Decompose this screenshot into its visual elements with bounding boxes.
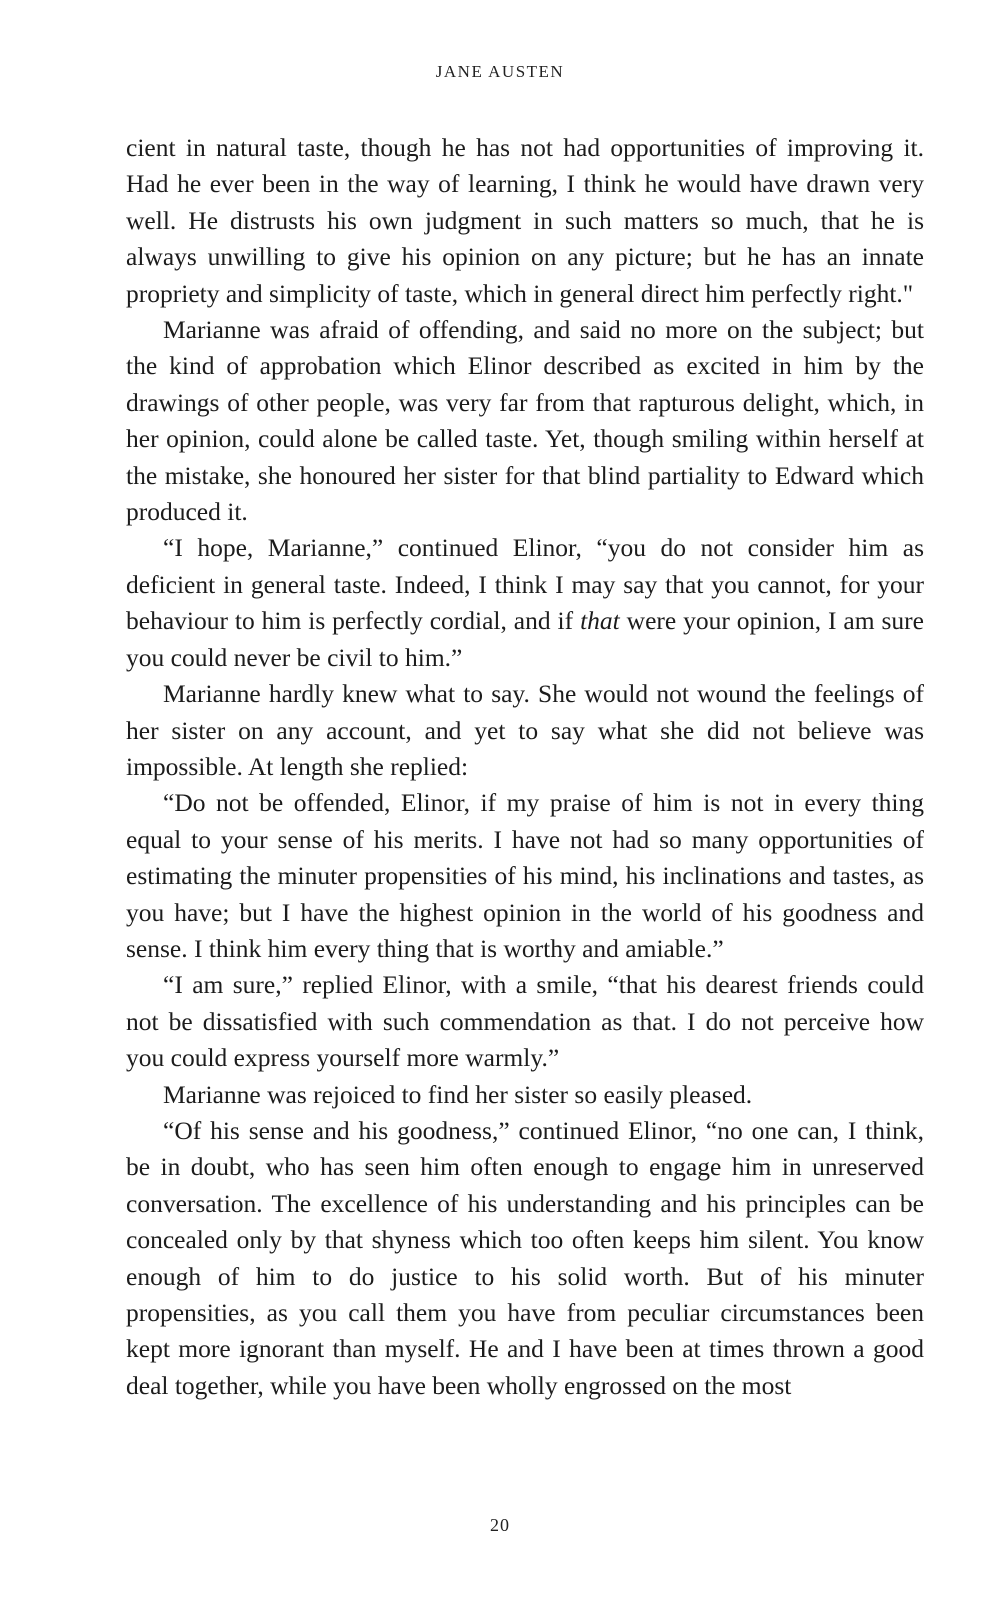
- paragraph-text: “I hope, Marianne,” continued Elinor, “you do not consider him as deficient in general taste. Indeed, I think I may say that you cannot, for your behaviour to him is perfectly cordial, and if: [126, 533, 924, 636]
- paragraph-with-emphasis: [126, 530, 924, 676]
- paragraph: “Of his sense and his goodness,” continued Elinor, “no one can, I think, be in doubt, who has seen him often enough to engage him in unreserved conversation. The excellence of his understanding and his principles can be concealed only by that shyness which too often keeps him silent. You know enough of him to do justice to his solid worth. But of his minuter propensities, as you call them you have from peculiar circumstances been kept more ignorant than myself. He and I have been at times thrown a good deal together, while you have been wholly engrossed on the most: [126, 1115, 924, 1400]
- paragraph: Marianne was rejoiced to find her sister so easily pleased.: [163, 1079, 753, 1109]
- paragraph: Marianne was afraid of offending, and said no more on the subject; but the kind of approbation which Elinor described as excited in him by the drawings of other people, was very far from that rapturous delight, which, in her opinion, could alone be called taste. Yet, though smiling within herself at the mistake, she honoured her sister for that blind partiality to Edward which produced it.: [126, 315, 924, 527]
- paragraph: “Do not be offended, Elinor, if my praise of him is not in every thing equal to your sense of his merits. I have not had so many opportunities of estimating the minuter propensities of his mind, his inclinations and tastes, as you have; but I have the highest opinion in the world of his goodness and sense. I think him every thing that is worthy and amiable.”: [126, 788, 924, 963]
- page-number: 20: [490, 1515, 510, 1535]
- paragraph: “I am sure,” replied Elinor, with a smile, “that his dearest friends could not be dissatisfied with such commendation as that. I do not perceive how you could express yourself more warmly.”: [126, 970, 924, 1073]
- running-head: JANE AUSTEN: [435, 62, 565, 81]
- paragraph: Marianne hardly knew what to say. She would not wound the feelings of her sister on any account, and yet to say what she did not believe was impossible. At length she replied:: [126, 679, 924, 781]
- paragraph-continued: cient in natural taste, though he has not had opportunities of improving it. Had he ever been in the way of learning, I think he would have drawn very well. He distrusts his own judgment in such matters so much, that he is always unwilling to give his opinion on any picture; but he has an innate propriety and simplicity of taste, which in general direct him perfectly right.": [126, 133, 924, 308]
- emphasis-text: that: [580, 606, 620, 636]
- body-text: [126, 130, 924, 1404]
- paragraph-text: were your opinion, I am sure you could never be civil to him.”: [126, 606, 924, 672]
